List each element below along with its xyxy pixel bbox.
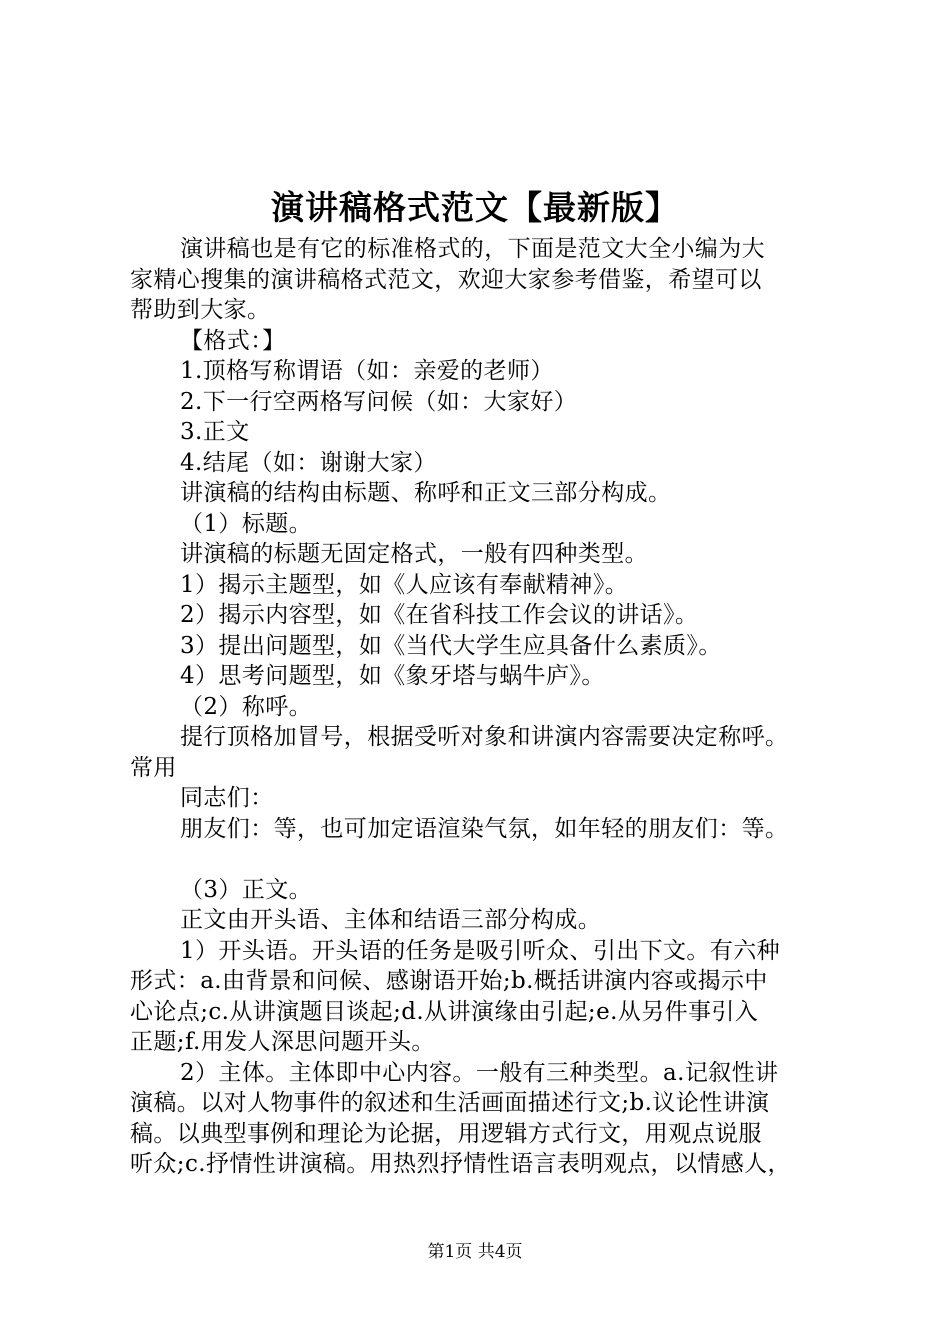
paragraph-line: 家精心搜集的演讲稿格式范文，欢迎大家参考借鉴，希望可以 <box>130 266 762 293</box>
paragraph-line: 讲演稿的结构由标题、称呼和正文三部分构成。 <box>180 480 672 506</box>
paragraph-line: 心论点;c.从讲演题目谈起;d.从讲演缘由引起;e.从另件事引入 <box>130 998 759 1025</box>
list-item: 1.顶格写称谓语（如：亲爱的老师） <box>180 358 554 384</box>
page-footer: 第1页 共4页 <box>427 1242 523 1262</box>
document-body <box>130 234 830 1180</box>
list-item: 4）思考问题型，如《象牙塔与蜗牛庐》。 <box>180 663 605 689</box>
paragraph-line: 提行顶格加冒号，根据受听对象和讲演内容需要决定称呼。 <box>180 724 789 750</box>
paragraph-line: 演讲稿也是有它的标准格式的，下面是范文大全小编为大 <box>180 236 765 262</box>
paragraph-line: 2）主体。主体即中心内容。一般有三种类型。a.记叙性讲 <box>180 1059 779 1086</box>
list-item: 4.结尾（如：谢谢大家） <box>180 449 437 476</box>
paragraph-line: 帮助到大家。 <box>130 297 271 323</box>
blank-line <box>130 844 830 875</box>
paragraph-line: 稿。以典型事例和理论为论据，用逻辑方式行文，用观点说服 <box>130 1120 762 1147</box>
paragraph-line: 形式：a.由背景和问候、感谢语开始;b.概括讲演内容或揭示中 <box>130 968 768 994</box>
section-heading: （1）标题。 <box>180 510 313 537</box>
list-item: 1）揭示主题型，如《人应该有奉献精神》。 <box>180 571 629 598</box>
paragraph-line: 1）开头语。开头语的任务是吸引听众、引出下文。有六种 <box>180 937 781 964</box>
list-item: 3.正文 <box>180 419 250 445</box>
paragraph-line: 常用 <box>130 754 177 781</box>
paragraph-line: 演稿。以对人物事件的叙述和生活画面描述行文;b.议论性讲演 <box>130 1090 770 1116</box>
list-item: 2）揭示内容型，如《在省科技工作会议的讲话》。 <box>180 602 699 628</box>
paragraph-line: 朋友们：等，也可加定语渲染气氛，如年轻的朋友们：等。 <box>180 815 789 842</box>
list-item: 2.下一行空两格写问候（如：大家好） <box>180 388 578 415</box>
section-heading: 【格式：】 <box>180 327 286 354</box>
document-title: 演讲稿格式范文【最新版】 <box>271 188 679 227</box>
paragraph-line: 同志们： <box>180 785 274 811</box>
list-item: 3）提出问题型，如《当代大学生应具备什么素质》。 <box>180 632 722 659</box>
section-heading: （3）正文。 <box>180 876 313 903</box>
paragraph-line: 听众;c.抒情性讲演稿。用热烈抒情性语言表明观点，以情感人， <box>130 1151 791 1177</box>
paragraph-line: 正题;f.用发人深思问题开头。 <box>130 1029 435 1055</box>
paragraph-line: 正文由开头语、主体和结语三部分构成。 <box>180 907 602 933</box>
section-heading: （2）称呼。 <box>180 693 313 720</box>
paragraph-line: 讲演稿的标题无固定格式，一般有四种类型。 <box>180 541 648 567</box>
